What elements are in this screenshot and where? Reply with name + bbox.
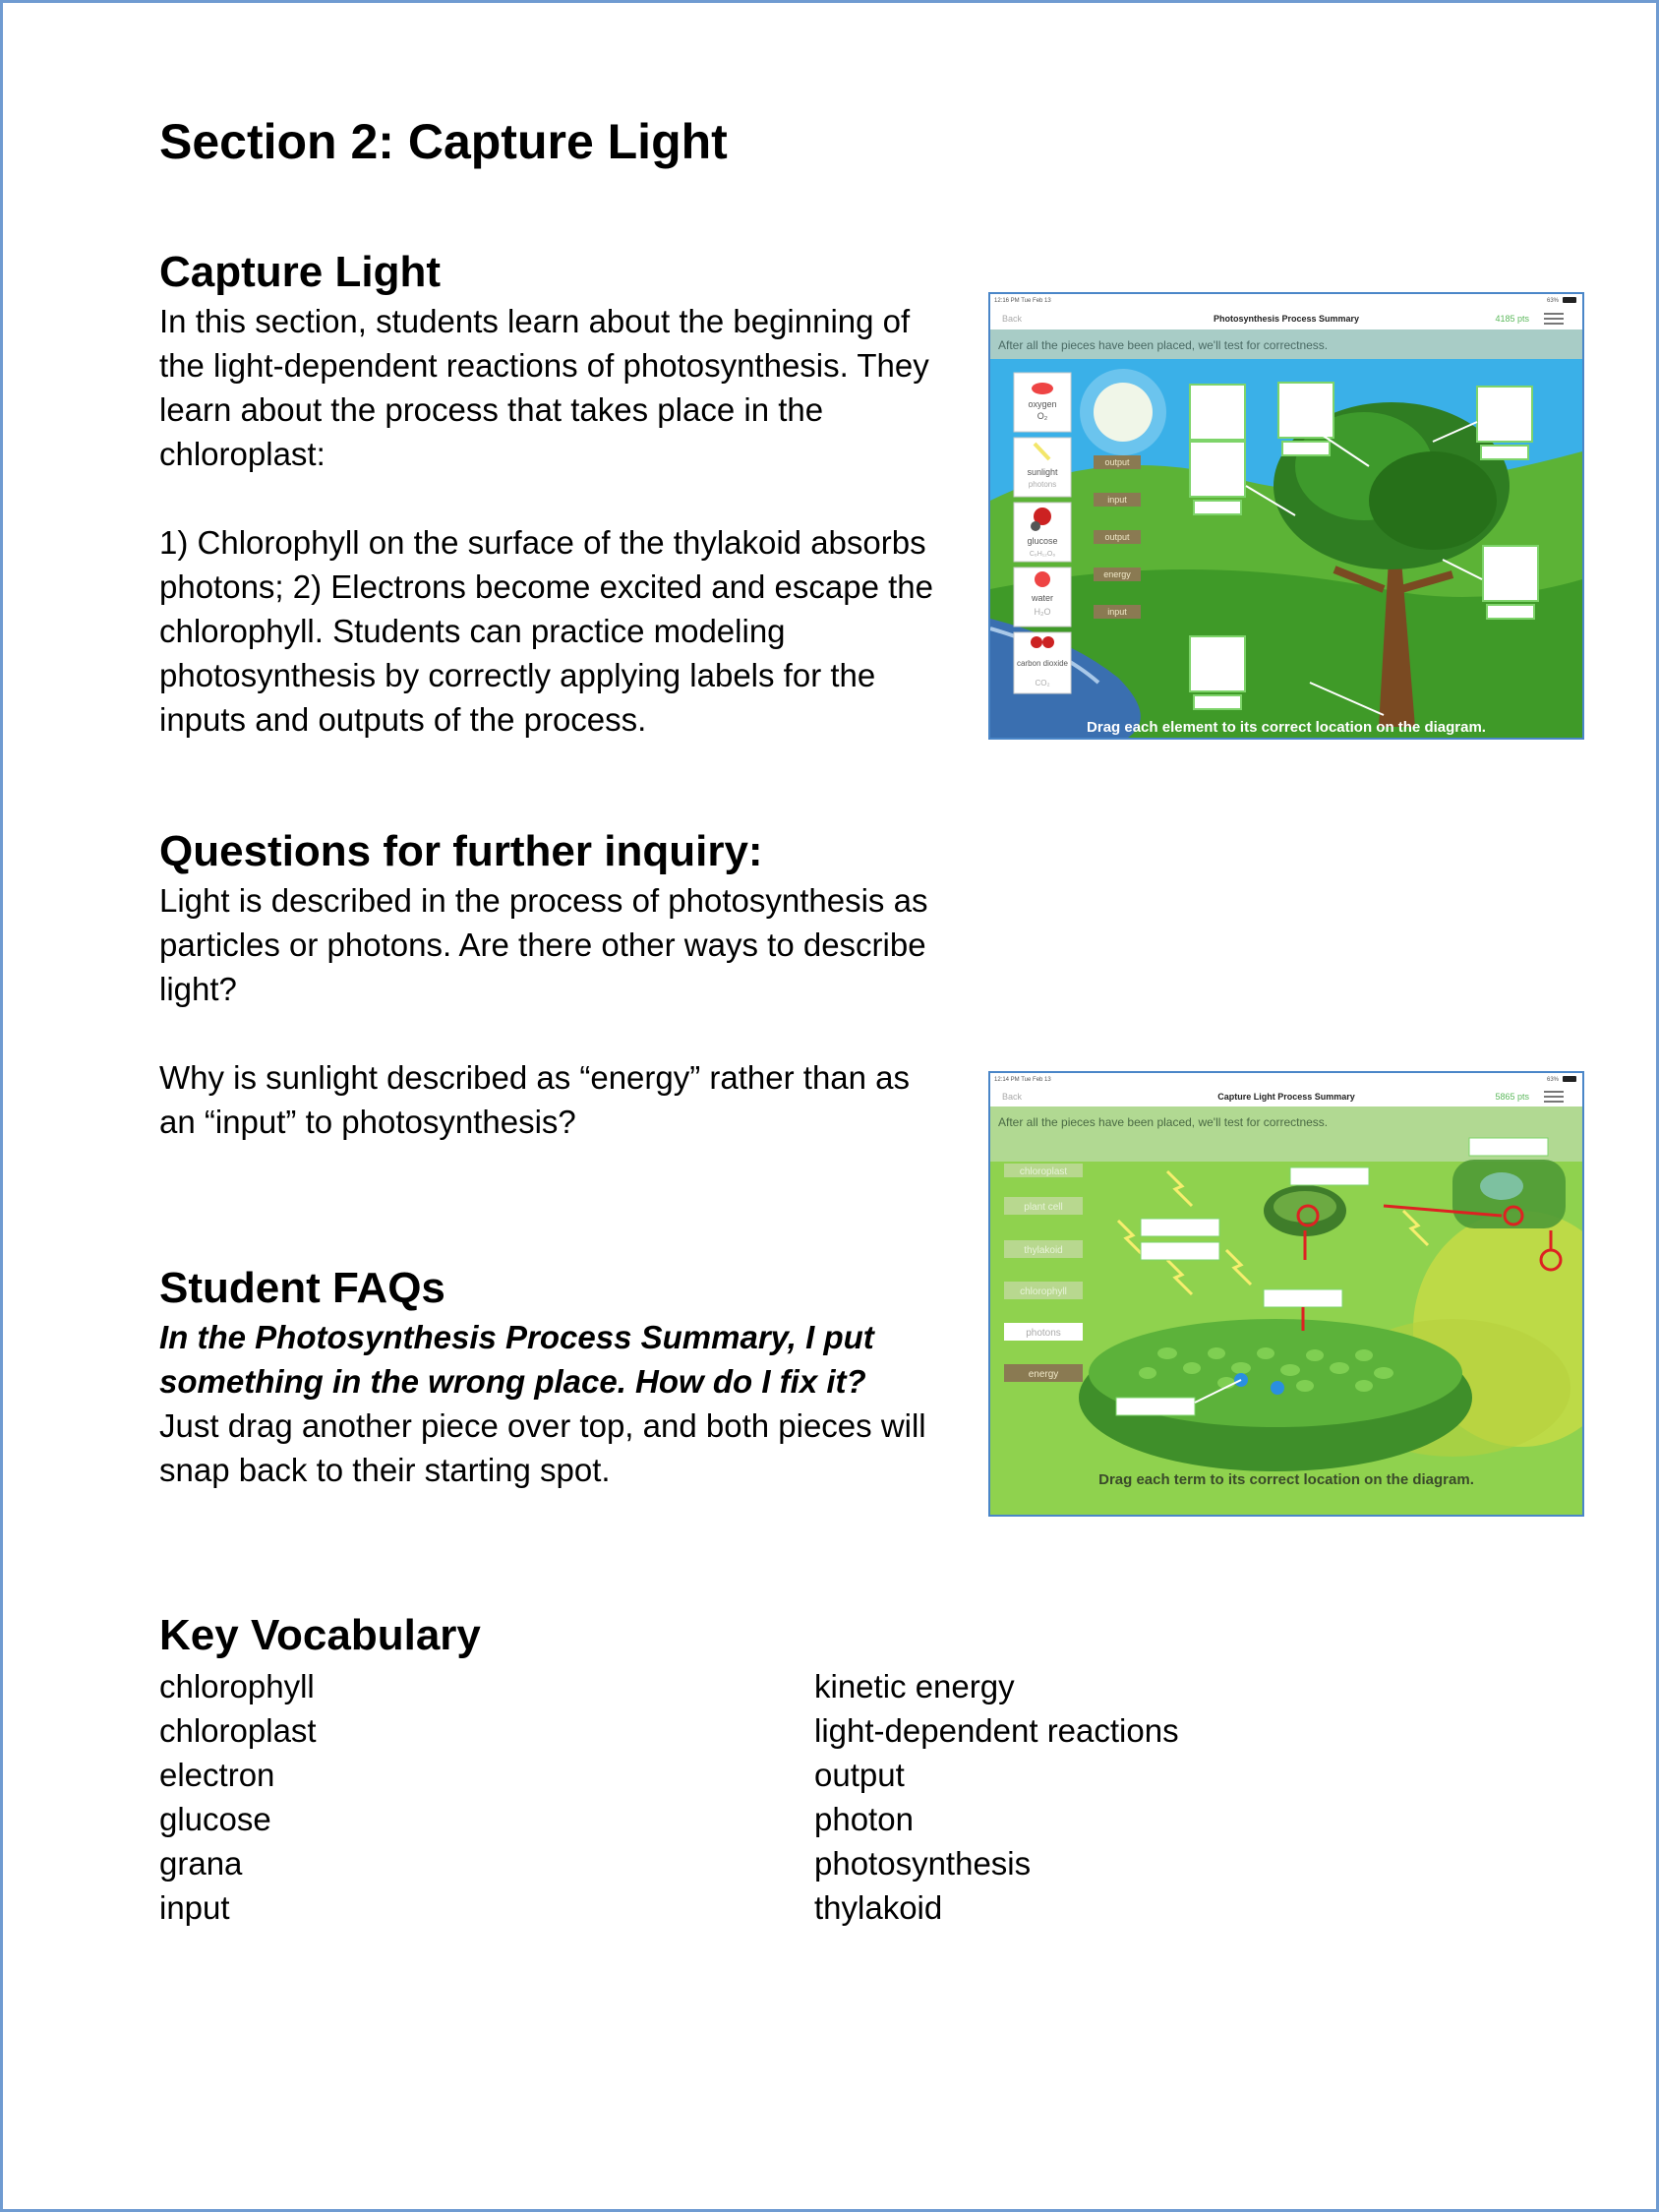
question-1: Light is described in the process of photosynthesis as particles or photons. Are there other ways to describe light? <box>159 882 928 1007</box>
element-tile-oxygen[interactable] <box>1014 373 1071 432</box>
vocab-term: photosynthesis <box>814 1845 1032 1882</box>
capture-light-screenshot <box>988 1071 1584 1517</box>
diagram-caption: Drag each element to its correct location on the diagram. <box>1087 719 1486 736</box>
battery-icon <box>1563 1076 1576 1082</box>
battery-icon <box>1563 297 1576 303</box>
label-tag-output[interactable] <box>1094 530 1141 544</box>
vocab-term: electron <box>159 1757 275 1793</box>
section-title: Section 2: Capture Light <box>159 114 728 169</box>
drop-zone-top-center[interactable] <box>1278 383 1333 455</box>
faq-heading: Student FAQs <box>159 1264 445 1312</box>
faq-section <box>159 1262 946 1492</box>
vocab-term: photon <box>814 1801 914 1837</box>
vocab-term: output <box>814 1757 905 1793</box>
element-tile-glucose[interactable] <box>1014 503 1071 562</box>
vocab-term: glucose <box>159 1801 271 1837</box>
svg-text:chlorophyll: chlorophyll <box>1020 1286 1067 1297</box>
element-tile-sunlight[interactable] <box>1014 438 1071 497</box>
drop-zone-left-of-tree-box[interactable] <box>1190 442 1245 514</box>
tile-formula: C₆H₁₂O₆ <box>1029 551 1056 558</box>
faq-entry <box>159 1315 946 1492</box>
vocab-term: light-dependent reactions <box>814 1712 1179 1749</box>
status-time: 12:14 PM Tue Feb 13 <box>994 1077 1051 1083</box>
svg-text:energy: energy <box>1103 569 1131 579</box>
label-tag-energy[interactable] <box>1094 568 1141 581</box>
svg-text:output: output <box>1104 532 1130 542</box>
vocab-term: grana <box>159 1845 243 1882</box>
vocab-heading: Key Vocabulary <box>159 1611 481 1659</box>
vocab-term: input <box>159 1889 230 1926</box>
back-button[interactable]: Back <box>1002 314 1023 324</box>
vocab-right-column <box>814 1664 1179 1930</box>
label-tag-output[interactable] <box>1094 455 1141 469</box>
vocab-term: chlorophyll <box>159 1668 315 1704</box>
instruction-banner: After all the pieces have been placed, we'll test for correctness. <box>998 1115 1329 1129</box>
tile-formula: photons <box>1028 480 1057 489</box>
capture-light-section <box>159 246 946 742</box>
term-tile-plant-cell[interactable] <box>1004 1197 1083 1215</box>
vocab-term: thylakoid <box>814 1889 943 1926</box>
svg-text:plant cell: plant cell <box>1024 1202 1063 1213</box>
screen-title: Photosynthesis Process Summary <box>1213 314 1360 324</box>
tile-name: glucose <box>1027 536 1058 546</box>
svg-text:thylakoid: thylakoid <box>1024 1245 1063 1256</box>
term-tile-chlorophyll[interactable] <box>1004 1282 1083 1299</box>
status-time: 12:16 PM Tue Feb 13 <box>994 298 1051 304</box>
battery-level: 63% <box>1546 298 1559 304</box>
svg-text:output: output <box>1104 457 1130 467</box>
instruction-banner: After all the pieces have been placed, we'll test for correctness. <box>998 338 1329 352</box>
points-display: 5865 pts <box>1495 1092 1529 1102</box>
capture-light-heading: Capture Light <box>159 248 441 296</box>
tile-formula: O₂ <box>1037 411 1048 421</box>
vocab-left-column <box>159 1664 317 1930</box>
screen-title: Capture Light Process Summary <box>1217 1092 1355 1102</box>
vocab-term: kinetic energy <box>814 1668 1015 1704</box>
svg-text:energy: energy <box>1028 1369 1059 1380</box>
term-tile-thylakoid[interactable] <box>1004 1240 1083 1258</box>
menu-icon[interactable] <box>1544 1091 1564 1103</box>
svg-text:chloroplast: chloroplast <box>1019 1166 1068 1177</box>
menu-icon[interactable] <box>1544 313 1564 325</box>
tile-formula: CO₂ <box>1035 679 1050 688</box>
tile-name: sunlight <box>1027 467 1058 477</box>
points-display: 4185 pts <box>1495 314 1529 324</box>
capture-light-intro: In this section, students learn about the beginning of the light-dependent reactions of photosynthesis. They learn about the process that takes place in the chloroplast: <box>159 303 929 472</box>
svg-text:input: input <box>1107 495 1127 505</box>
svg-text:input: input <box>1107 607 1127 617</box>
term-tile-energy[interactable] <box>1004 1364 1083 1382</box>
questions-heading: Questions for further inquiry: <box>159 827 763 875</box>
label-tag-input[interactable] <box>1094 493 1141 507</box>
battery-level: 63% <box>1546 1077 1559 1083</box>
element-tile-water[interactable] <box>1014 568 1071 627</box>
capture-light-steps: 1) Chlorophyll on the surface of the thylakoid absorbs photons; 2) Electrons become excited and escape the chlorophyll. Students can practice modeling photosynthesis by correctly applying labels for the inputs and outputs of the process. <box>159 524 933 738</box>
back-button[interactable]: Back <box>1002 1092 1023 1102</box>
svg-text:photons: photons <box>1026 1328 1061 1339</box>
term-tile-photons[interactable] <box>1004 1323 1083 1341</box>
faq-answer: Just drag another piece over top, and both pieces will snap back to their starting spot. <box>159 1407 926 1488</box>
tile-name: water <box>1031 593 1054 603</box>
question-2: Why is sunlight described as “energy” rather than as an “input” to photosynthesis? <box>159 1059 911 1140</box>
element-tile-carbon-dioxide[interactable] <box>1014 632 1071 693</box>
questions-section <box>159 825 946 1144</box>
tile-name: oxygen <box>1028 399 1057 409</box>
label-tag-input[interactable] <box>1094 605 1141 619</box>
faq-question: In the Photosynthesis Process Summary, I put something in the wrong place. How do I fix it? <box>159 1319 874 1400</box>
term-tile-chloroplast[interactable] <box>1004 1164 1083 1177</box>
tile-name: carbon dioxide <box>1016 659 1069 668</box>
vocab-term: chloroplast <box>159 1712 317 1749</box>
process-summary-screenshot <box>988 292 1584 740</box>
electron-icon <box>1271 1381 1284 1395</box>
tile-formula: H₂O <box>1034 607 1051 617</box>
diagram-caption: Drag each term to its correct location on the diagram. <box>1098 1471 1474 1488</box>
